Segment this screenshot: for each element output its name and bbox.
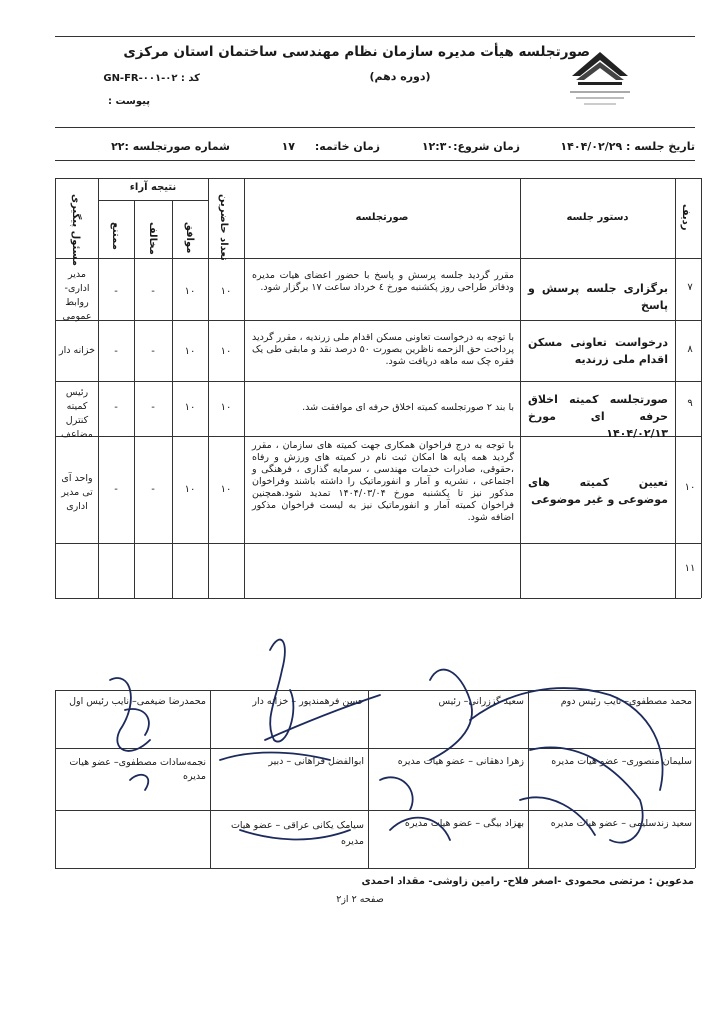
code-value: GN-FR-۰۰۱-۰۲ [103,73,178,84]
signatory-name: نجمه‌سادات مصطفوی– عضو هیات مدیره [69,757,206,782]
header-oppose: مخالف [147,222,158,255]
form-code [60,73,200,84]
end-time-label: زمان خاتمه: [314,140,380,153]
signatory-name: سلیمان منصوری– عضو هیات مدیره [551,756,692,767]
signatory-name: محمدرضا ضیغمی– نایب رئیس اول [69,696,206,707]
header-attendees: تعداد حاضرین [218,194,229,261]
header-minutes: صورتجلسه [355,212,409,223]
header-vote-result: نتیجه آراء [129,182,177,193]
invitees: مدعوین : مرتضی محمودی -اصغر فلاح- رامین زاوشی- مقداد احمدی [361,876,694,887]
attachment-label: پیوست : [107,96,150,107]
signatory-name: زهرا دهقانی – عضو هیات مدیره [397,756,524,767]
meta-bottom-border [55,160,695,161]
header-row-number: ردیف [680,204,691,231]
header-top-border [55,36,695,37]
document-subtitle: (دوره دهم) [369,70,431,83]
header-abstain: ممتنع [110,222,121,250]
signatory-name: سعید گززرانی– رئیس [438,696,524,707]
document-title: صورتجلسه هیأت مدیره سازمان نظام مهندسی ساختمان استان مرکزی [123,44,590,60]
page-number: صفحه ۲ از۲ [336,894,384,905]
handwritten-signatures-icon [50,600,710,880]
header-agree: موافق [184,222,195,254]
header-responsible: مسئول پیگیری [70,194,81,266]
header-agenda: دستور جلسه [566,212,629,223]
meeting-date: تاریخ جلسه : ۱۴۰۴/۰۲/۲۹ [560,140,695,153]
signatory-name: حسن فرهمندپور – خزانه دار [252,696,364,707]
minutes-number: شماره صورتجلسه :۲۲ [111,140,230,153]
signatory-name: سیامک یکانی عراقی – عضو هیات مدیره [230,820,364,847]
signatory-name: ابوالفضل فراهانی – دبیر [268,756,364,767]
header-bottom-border [55,127,695,128]
start-time: زمان شروع:۱۲:۳۰ [421,140,520,153]
signatory-name: بهزاد بیگی – عضو هیات مدیره [404,818,524,829]
end-time [280,140,380,153]
code-label: کد : [180,73,200,84]
signatory-name: سعید زندسلیمی – عضو هیات مدیره [550,818,692,829]
end-time-value: ۱۷ [281,140,296,153]
signatory-name: محمد مصطفوی– نایب رئیس دوم [560,696,692,707]
